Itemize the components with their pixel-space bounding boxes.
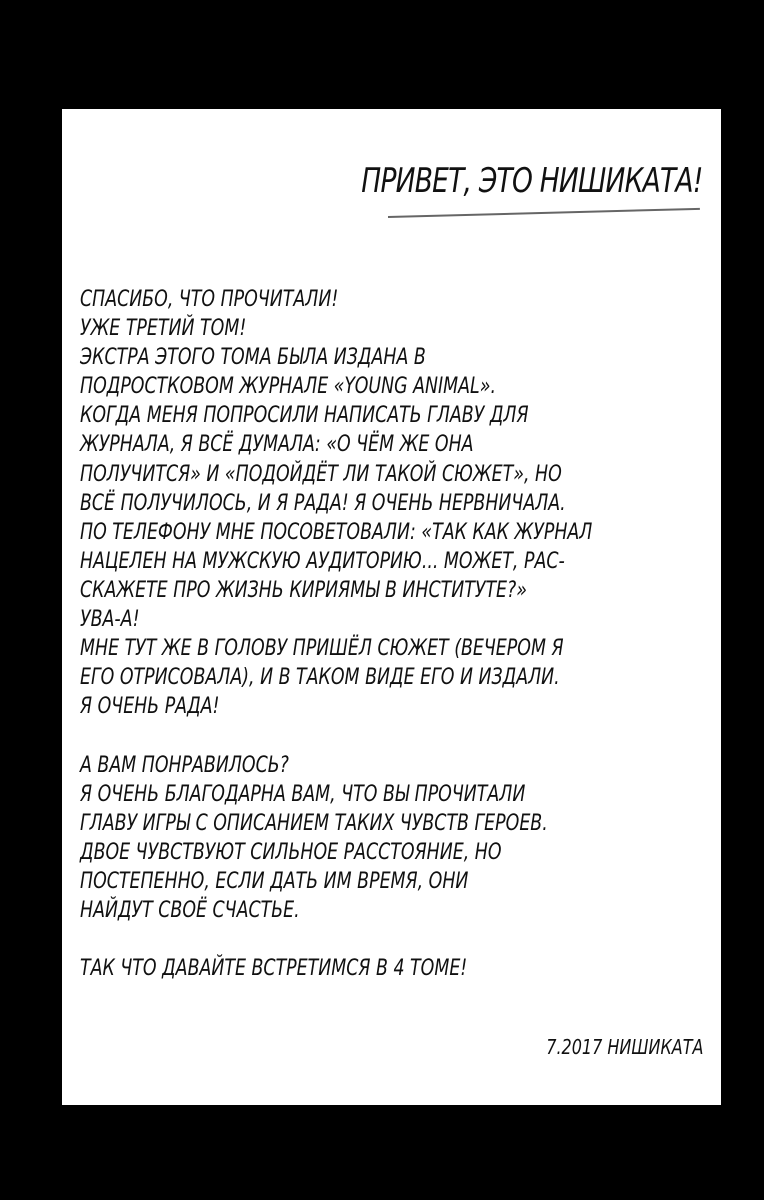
- text-line: КОГДА МЕНЯ ПОПРОСИЛИ НАПИСАТЬ ГЛАВУ ДЛЯ: [80, 403, 529, 429]
- paragraph-gap: [80, 925, 680, 954]
- text-line: ТАК ЧТО ДАВАЙТЕ ВСТРЕТИМСЯ В 4 ТОМЕ!: [80, 956, 468, 982]
- text-line: ВСЁ ПОЛУЧИЛОСЬ, И Я РАДА! Я ОЧЕНЬ НЕРВНИЧАЛА.: [80, 490, 566, 516]
- text-line: УВА-А!: [80, 607, 140, 633]
- text-line: ЖУРНАЛА, Я ВСЁ ДУМАЛА: «О ЧЁМ ЖЕ ОНА: [80, 432, 474, 458]
- text-line: НАЦЕЛЕН НА МУЖСКУЮ АУДИТОРИЮ... МОЖЕТ, РАС-: [80, 548, 565, 574]
- text-line: Я ОЧЕНЬ РАДА!: [80, 694, 220, 720]
- text-line: ПО ТЕЛЕФОНУ МНЕ ПОСОВЕТОВАЛИ: «ТАК КАК ЖУРНАЛ: [80, 519, 593, 545]
- text-line: МНЕ ТУТ ЖЕ В ГОЛОВУ ПРИШЁЛ СЮЖЕТ (ВЕЧЕРОМ Я: [80, 636, 564, 662]
- paragraph-gap: [80, 721, 680, 750]
- text-line: ПОСТЕПЕННО, ЕСЛИ ДАТЬ ИМ ВРЕМЯ, ОНИ: [80, 868, 469, 894]
- afterword-page: [62, 109, 721, 1105]
- text-line: ЕГО ОТРИСОВАЛА), И В ТАКОМ ВИДЕ ЕГО И ИЗДАЛИ.: [80, 665, 560, 691]
- title-underline: [388, 208, 700, 218]
- text-line: НАЙДУТ СВОЁ СЧАСТЬЕ.: [80, 897, 300, 923]
- text-line: СКАЖЕТЕ ПРО ЖИЗНЬ КИРИЯМЫ В ИНСТИТУТЕ?»: [80, 577, 527, 603]
- afterword-text: [80, 285, 680, 983]
- text-line: А ВАМ ПОНРАВИЛОСЬ?: [80, 752, 289, 778]
- signature: 7.2017 НИШИКАТА: [545, 1035, 703, 1059]
- text-line: Я ОЧЕНЬ БЛАГОДАРНА ВАМ, ЧТО ВЫ ПРОЧИТАЛИ: [80, 781, 526, 807]
- text-line: УЖЕ ТРЕТИЙ ТОМ!: [80, 316, 247, 342]
- text-line: ПОДРОСТКОВОМ ЖУРНАЛЕ «YOUNG ANIMAL».: [80, 374, 496, 400]
- text-line: ГЛАВУ ИГРЫ С ОПИСАНИЕМ ТАКИХ ЧУВСТВ ГЕРОЕВ.: [80, 810, 548, 836]
- text-line: ДВОЕ ЧУВСТВУЮТ СИЛЬНОЕ РАССТОЯНИЕ, НО: [80, 839, 502, 865]
- text-line: СПАСИБО, ЧТО ПРОЧИТАЛИ!: [80, 287, 339, 312]
- page-title: ПРИВЕТ, ЭТО НИШИКАТА!: [361, 161, 703, 201]
- text-line: ПОЛУЧИТСЯ» И «ПОДОЙДЁТ ЛИ ТАКОЙ СЮЖЕТ», НО: [80, 461, 562, 487]
- text-line: ЭКСТРА ЭТОГО ТОМА БЫЛА ИЗДАНА В: [80, 345, 426, 371]
